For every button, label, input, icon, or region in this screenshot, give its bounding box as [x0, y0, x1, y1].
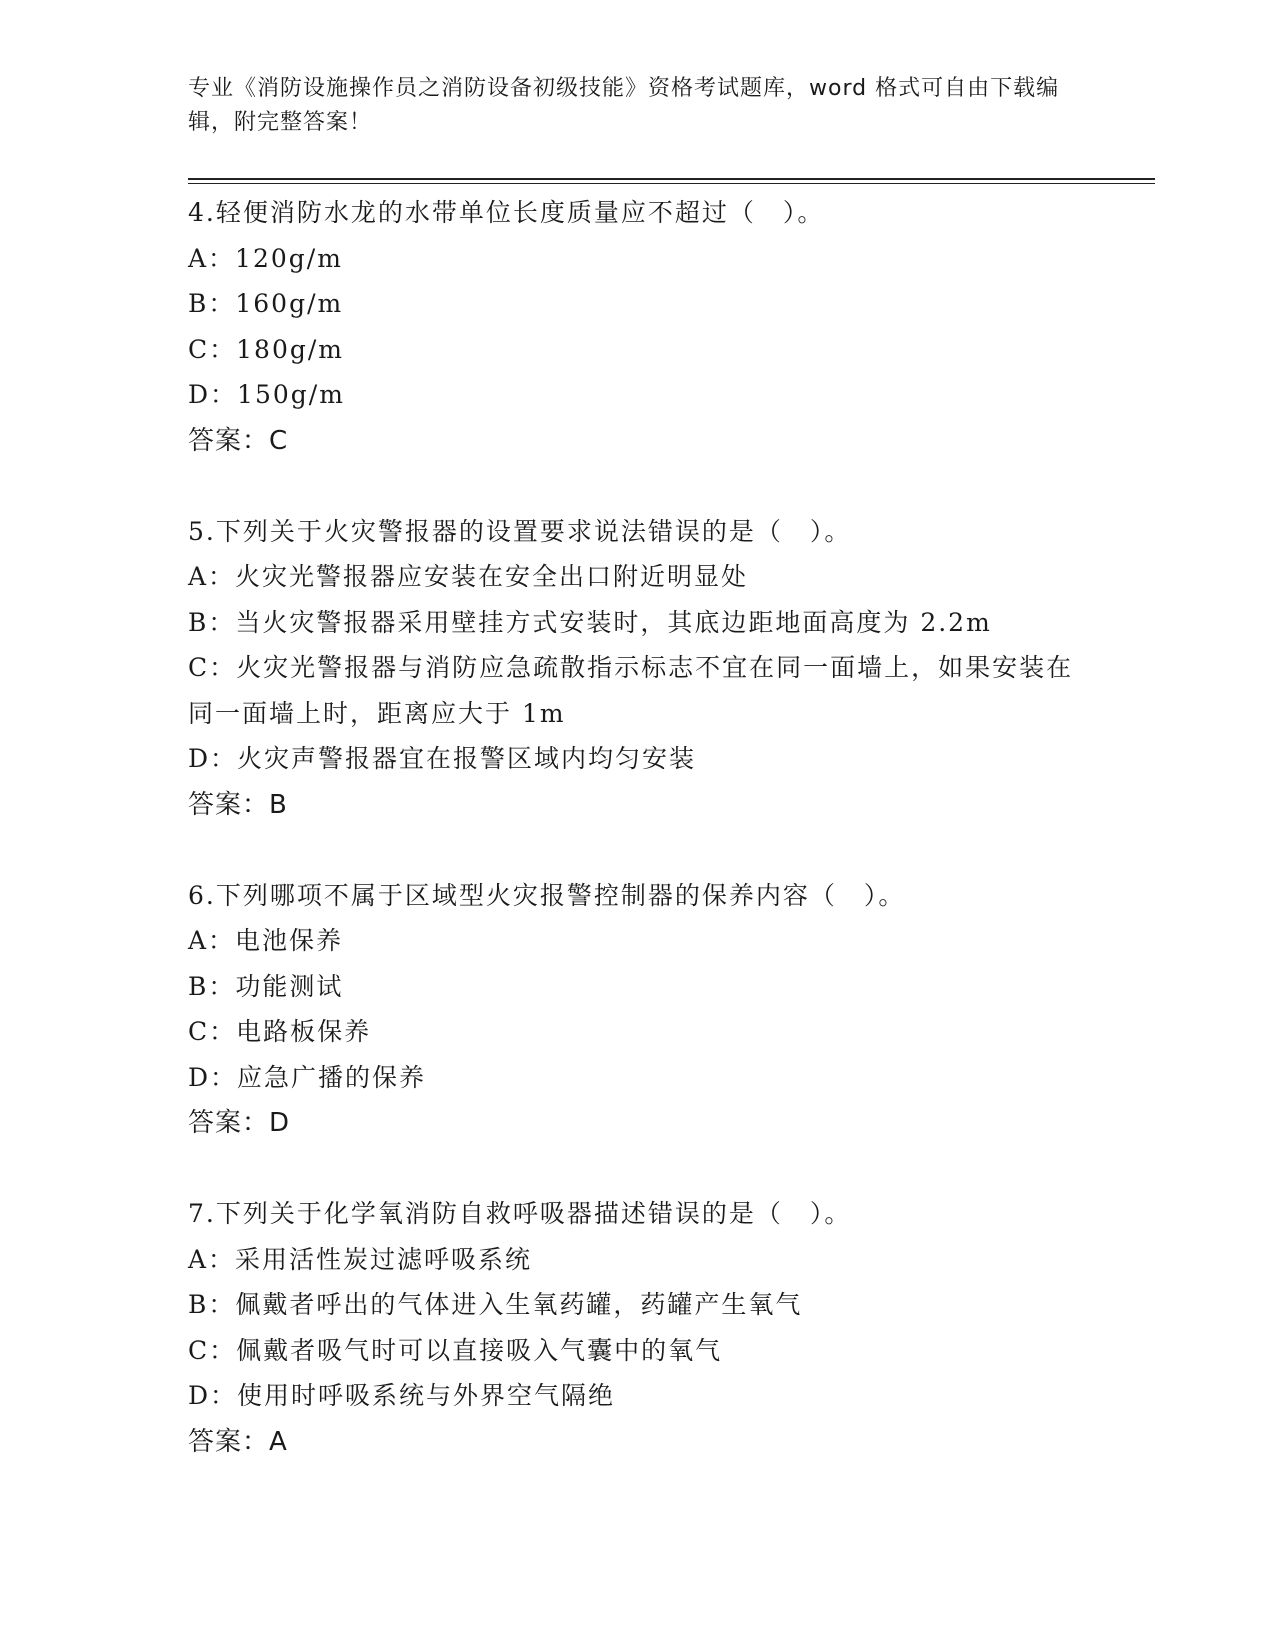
question-stem: 4.轻便消防水龙的水带单位长度质量应不超过（ ）。 [188, 198, 825, 227]
header-divider-thin [188, 183, 1155, 184]
option-c: C：电路板保养 [188, 1017, 372, 1046]
option-d: D：150g/m [188, 380, 345, 409]
option-b: B：160g/m [188, 289, 344, 318]
question-5 [188, 509, 1088, 828]
answer: 答案：D [188, 1108, 291, 1138]
option-d: D：使用时呼吸系统与外界空气隔绝 [188, 1381, 616, 1410]
option-a: A：电池保养 [188, 926, 344, 955]
question-7 [188, 1191, 1088, 1465]
answer: 答案：A [188, 1426, 288, 1457]
option-c: C：火灾光警报器与消防应急疏散指示标志不宜在同一面墙上，如果安装在同一面墙上时，距离应大于 1m [188, 653, 1074, 728]
option-a: A：120g/m [188, 243, 343, 273]
option-d: D：应急广播的保养 [188, 1062, 427, 1092]
header-divider [188, 178, 1155, 180]
answer: 答案：B [188, 789, 288, 820]
question-stem: 7.下列关于化学氧消防自救呼吸器描述错误的是（ ）。 [188, 1199, 852, 1228]
option-b: B：功能测试 [188, 971, 344, 1001]
option-a: A：火灾光警报器应安装在安全出口附近明显处 [188, 562, 749, 591]
option-a: A：采用活性炭过滤呼吸系统 [188, 1244, 533, 1274]
question-list [188, 190, 1088, 1510]
option-c: C：佩戴者吸气时可以直接吸入气囊中的氧气 [188, 1335, 723, 1365]
question-stem: 5.下列关于火灾警报器的设置要求说法错误的是（ ）。 [188, 516, 852, 546]
document-header: 专业《消防设施操作员之消防设备初级技能》资格考试题库，word 格式可自由下载编辑，附完整答案！ [188, 76, 1060, 135]
question-stem: 6.下列哪项不属于区域型火灾报警控制器的保养内容（ ）。 [188, 880, 906, 910]
option-b: B：佩戴者呼出的气体进入生氧药罐，药罐产生氧气 [188, 1290, 803, 1319]
option-b: B：当火灾警报器采用壁挂方式安装时，其底边距地面高度为 2.2m [188, 607, 992, 637]
question-4 [188, 190, 1088, 464]
option-d: D：火灾声警报器宜在报警区域内均匀安装 [188, 744, 697, 773]
answer: 答案：C [188, 425, 289, 456]
question-6 [188, 873, 1088, 1147]
option-c: C：180g/m [188, 334, 344, 364]
